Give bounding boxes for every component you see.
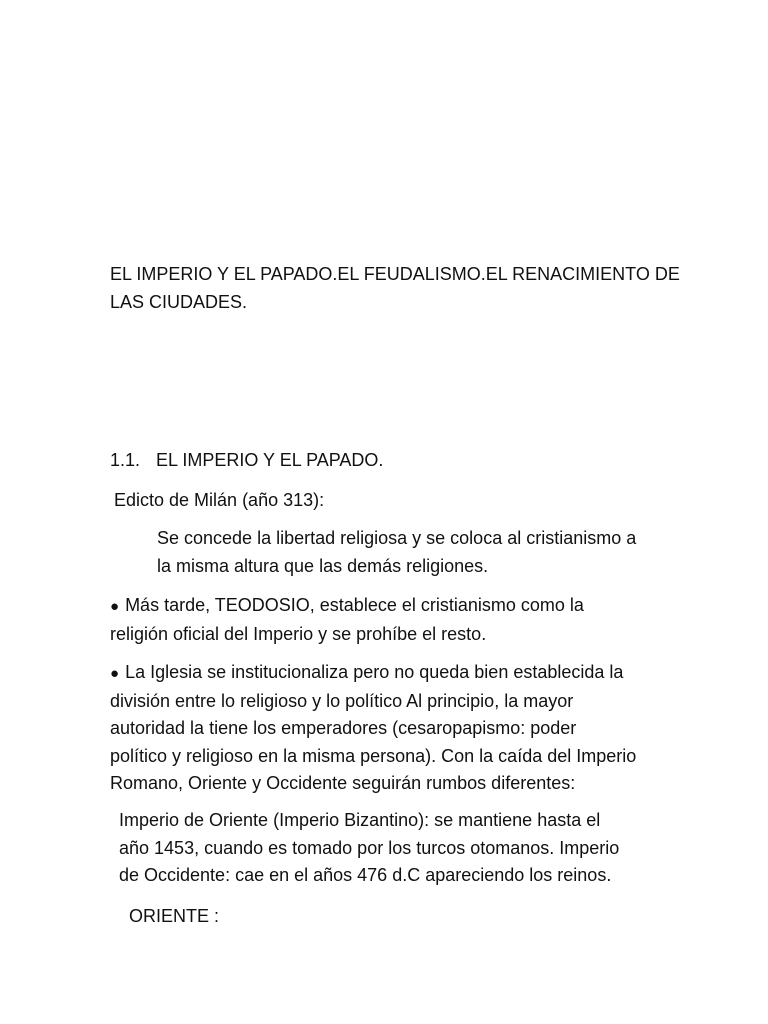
paragraph-text: La Iglesia se institucionaliza pero no queda bien establecida la bbox=[125, 662, 624, 682]
section-number: 1.1. bbox=[110, 450, 141, 470]
paragraph-line: Imperio de Oriente (Imperio Bizantino): se mantiene hasta el bbox=[119, 810, 601, 830]
paragraph-line: autoridad la tiene los emperadores (cesaropapismo: poder bbox=[110, 718, 577, 738]
paragraph-iglesia bbox=[110, 659, 636, 798]
paragraph-text: Más tarde, TEODOSIO, establece el cristianismo como la bbox=[125, 595, 584, 615]
paragraph-line: año 1453, cuando es tomado por los turcos otomanos. Imperio bbox=[119, 837, 620, 858]
oriente-label-text: ORIENTE : bbox=[129, 906, 220, 926]
edict-line: Se concede la libertad religiosa y se coloca al cristianismo a bbox=[157, 528, 637, 548]
paragraph-line: de Occidente: cae en el años 476 d.C apareciendo los reinos. bbox=[119, 865, 612, 885]
paragraph-imperios bbox=[119, 807, 619, 890]
paragraph-teodosio bbox=[110, 592, 584, 648]
paragraph-line bbox=[110, 659, 636, 688]
paragraph-line: religión oficial del Imperio y se prohíbe el resto. bbox=[110, 623, 487, 644]
edict-heading bbox=[114, 487, 324, 515]
bullet-icon: ● bbox=[110, 598, 120, 615]
title-line: EL IMPERIO Y EL PAPADO.EL FEUDALISMO.EL RENACIMIENTO DE bbox=[110, 264, 680, 284]
paragraph-line: Romano, Oriente y Occidente seguirán rumbos diferentes: bbox=[110, 773, 576, 793]
edict-description bbox=[157, 525, 636, 580]
paragraph-line: político y religioso en la misma persona). Con la caída del Imperio bbox=[110, 745, 637, 766]
oriente-label bbox=[129, 903, 219, 931]
paragraph-line bbox=[110, 592, 584, 621]
section-heading bbox=[110, 447, 383, 475]
bullet-icon: ● bbox=[110, 665, 120, 682]
edict-line: la misma altura que las demás religiones. bbox=[157, 555, 489, 576]
paragraph-line: división entre lo religioso y lo político Al principio, la mayor bbox=[110, 690, 574, 711]
section-title: EL IMPERIO Y EL PAPADO. bbox=[156, 450, 384, 470]
edict-heading-text: Edicto de Milán (año 313): bbox=[114, 490, 325, 510]
document-title bbox=[110, 261, 680, 316]
title-line: LAS CIUDADES. bbox=[110, 291, 248, 312]
